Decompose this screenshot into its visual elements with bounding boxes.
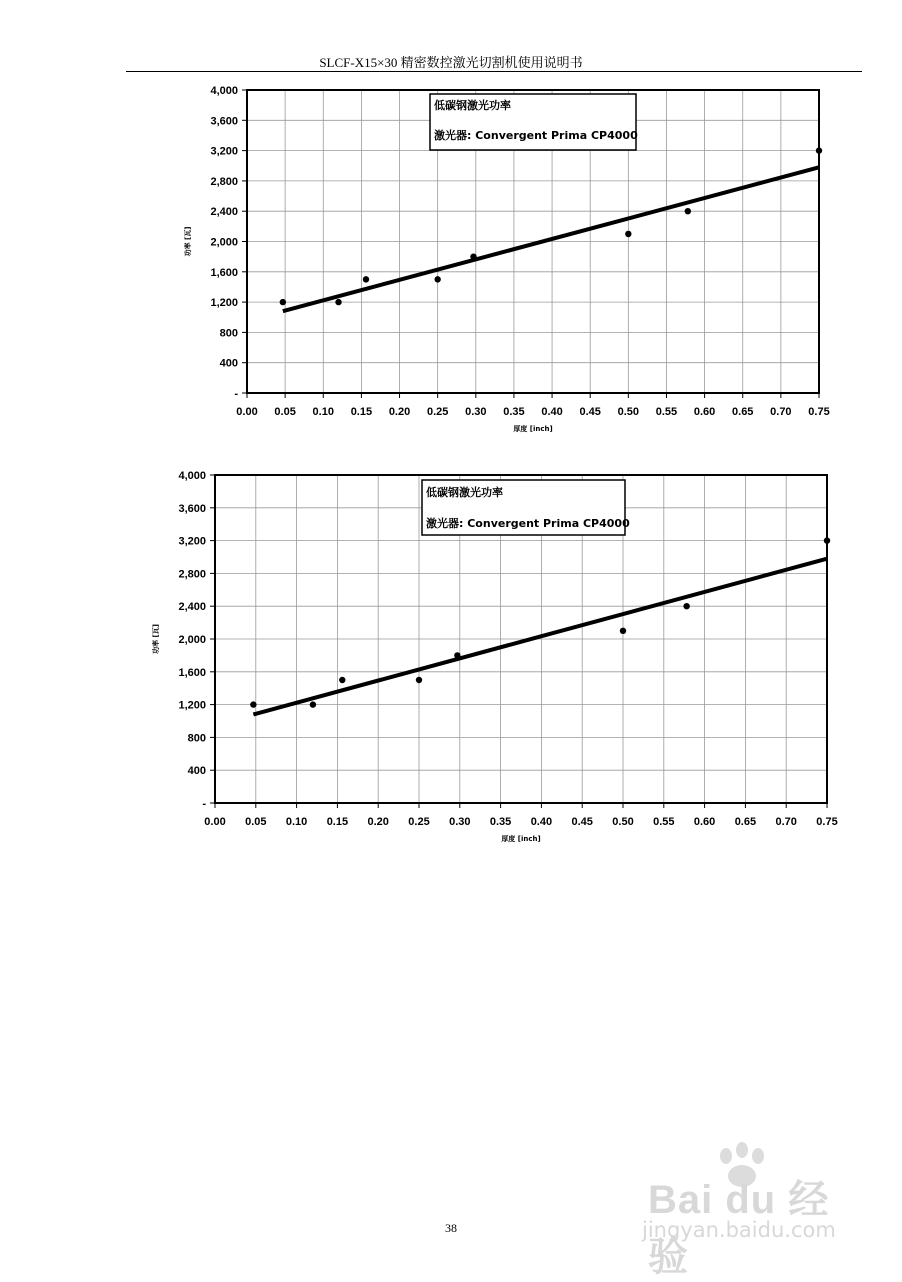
y-tick-label: 3,200 — [178, 535, 206, 548]
x-tick-label: 0.75 — [816, 816, 838, 828]
chart-top-svg — [0, 60, 902, 450]
x-tick-label: 0.00 — [236, 406, 258, 418]
x-tick-label: 0.55 — [653, 816, 675, 828]
y-tick-label: 1,600 — [210, 266, 238, 279]
y-tick-label: 1,200 — [178, 699, 206, 712]
data-point — [363, 276, 369, 282]
x-tick-label: 0.05 — [245, 816, 267, 828]
data-point — [620, 628, 626, 634]
y-tick-label: 2,800 — [178, 568, 206, 581]
x-axis-title: 厚度 [inch] — [513, 425, 553, 433]
data-point — [625, 231, 631, 237]
data-point — [280, 299, 286, 305]
legend-title: 低碳钢激光功率 — [434, 99, 511, 112]
x-tick-label: 0.25 — [426, 406, 449, 418]
x-tick-label: 0.15 — [350, 406, 373, 418]
chart-top — [0, 60, 902, 450]
x-tick-label: 0.20 — [367, 816, 389, 828]
legend-subtitle: 激光器: Convergent Prima CP4000 — [426, 517, 630, 530]
x-axis-title: 厚度 [inch] — [501, 835, 541, 843]
x-tick-label: 0.05 — [274, 406, 296, 418]
data-point — [416, 677, 422, 683]
y-tick-label: 400 — [187, 765, 206, 778]
y-tick-label: 2,000 — [210, 236, 238, 249]
x-tick-label: 0.70 — [770, 406, 792, 418]
y-tick-label: 4,000 — [178, 470, 206, 482]
data-point — [250, 701, 256, 707]
y-tick-label: - — [234, 388, 238, 400]
data-point — [683, 603, 689, 609]
chart-bottom-svg — [0, 450, 902, 850]
data-point — [454, 652, 460, 658]
y-tick-label: - — [202, 798, 206, 810]
page-number: 38 — [445, 1221, 457, 1235]
y-tick-label: 3,600 — [210, 115, 238, 128]
x-tick-label: 0.45 — [579, 406, 601, 418]
x-tick-label: 0.45 — [571, 816, 593, 828]
y-tick-label: 3,200 — [210, 145, 238, 158]
x-tick-label: 0.10 — [312, 406, 334, 418]
x-tick-label: 0.40 — [530, 816, 553, 828]
data-point — [470, 253, 476, 259]
y-tick-label: 4,000 — [210, 85, 238, 97]
x-tick-label: 0.25 — [408, 816, 430, 828]
x-tick-label: 0.65 — [734, 816, 757, 828]
x-tick-label: 0.50 — [612, 816, 634, 828]
y-tick-label: 2,400 — [178, 601, 206, 614]
trendline — [283, 167, 819, 311]
x-tick-label: 0.15 — [326, 816, 349, 828]
x-tick-label: 0.65 — [732, 406, 754, 418]
x-tick-label: 0.10 — [285, 816, 308, 828]
legend-subtitle: 激光器: Convergent Prima CP4000 — [434, 129, 638, 142]
x-tick-label: 0.75 — [808, 406, 830, 418]
data-point — [816, 147, 822, 153]
chart-bottom — [0, 450, 902, 850]
y-tick-label: 3,600 — [178, 502, 206, 515]
x-tick-label: 0.35 — [489, 816, 512, 828]
x-tick-label: 0.50 — [617, 406, 640, 418]
x-tick-label: 0.60 — [693, 406, 716, 418]
legend-title: 低碳钢激光功率 — [426, 486, 503, 499]
y-axis-title: 功率 [瓦] — [184, 226, 192, 257]
data-point — [824, 537, 830, 543]
trendline — [253, 559, 827, 715]
x-tick-label: 0.70 — [775, 816, 797, 828]
y-tick-label: 1,200 — [210, 297, 238, 310]
x-tick-label: 0.20 — [388, 406, 411, 418]
y-tick-label: 2,800 — [210, 175, 238, 188]
data-point — [685, 208, 691, 214]
data-point — [434, 276, 440, 282]
x-tick-label: 0.30 — [465, 406, 487, 418]
x-tick-label: 0.30 — [449, 816, 471, 828]
x-tick-label: 0.35 — [503, 406, 525, 418]
y-tick-label: 800 — [187, 732, 206, 745]
y-axis-title: 功率 [瓦] — [152, 624, 160, 654]
y-tick-label: 1,600 — [178, 666, 206, 679]
y-tick-label: 800 — [219, 327, 238, 340]
data-point — [339, 677, 345, 683]
x-tick-label: 0.60 — [693, 816, 716, 828]
data-point — [335, 299, 341, 305]
y-tick-label: 2,000 — [178, 634, 206, 646]
y-tick-label: 2,400 — [210, 206, 238, 219]
data-point — [310, 701, 316, 707]
y-tick-label: 400 — [219, 357, 238, 370]
x-tick-label: 0.00 — [204, 816, 226, 828]
x-tick-label: 0.40 — [541, 406, 563, 418]
watermark-url: jingyan.baidu.com — [642, 1218, 836, 1242]
page-header: SLCF-X15×30 精密数控激光切割机使用说明书 — [319, 55, 583, 70]
x-tick-label: 0.55 — [655, 406, 678, 418]
watermark-brand: Bai du 经验 — [648, 1178, 830, 1279]
